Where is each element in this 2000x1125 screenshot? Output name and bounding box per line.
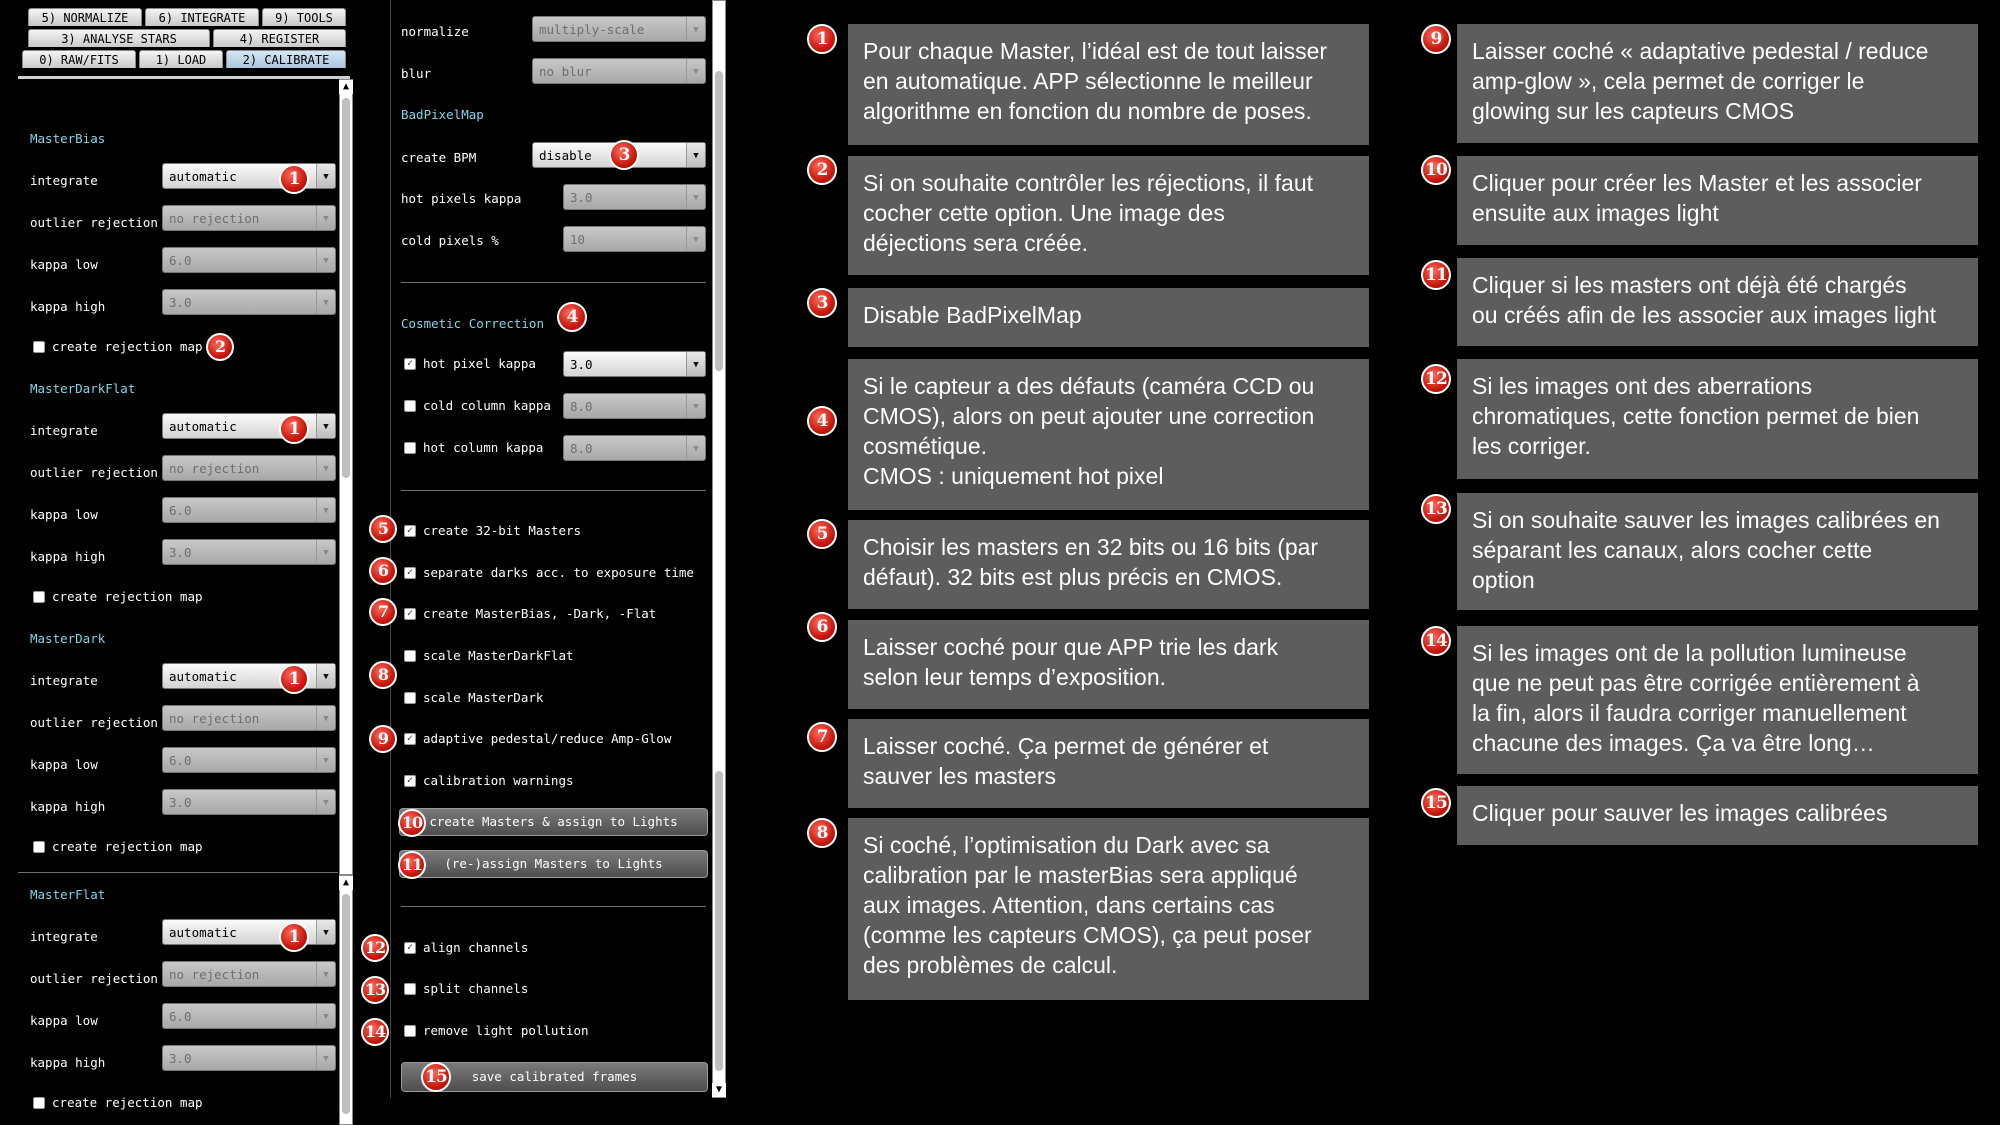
- masterbias-kappa-high-label: kappa high: [30, 299, 106, 314]
- chevron-down-icon: ▼: [686, 394, 705, 418]
- note-badge-6: 6: [807, 612, 837, 642]
- tab-register[interactable]: 4) REGISTER: [213, 29, 346, 47]
- note-badge-4: 4: [807, 406, 837, 436]
- scale-masterdarkflat-checkbox[interactable]: [404, 650, 416, 662]
- badge-7: 7: [369, 598, 397, 626]
- masterdarkflat-outlier-label: outlier rejection: [30, 465, 158, 480]
- align-channels-label: align channels: [423, 940, 529, 955]
- scale-masterdark-label: scale MasterDark: [423, 690, 544, 705]
- scale-masterdarkflat-label: scale MasterDarkFlat: [423, 648, 574, 663]
- hot-pixel-kappa-checkbox[interactable]: ✓: [404, 358, 416, 370]
- masterflat-kappa-low-label: kappa low: [30, 1013, 98, 1028]
- note-1: Pour chaque Master, l’idéal est de tout laisser en automatique. APP sélectionne le meilleur algorithme en fonction du nombre de poses.: [848, 24, 1369, 145]
- adaptive-pedestal-label: adaptive pedestal/reduce Amp-Glow: [423, 731, 672, 746]
- chevron-down-icon: ▼: [686, 143, 705, 167]
- badge-1: 1: [279, 414, 309, 444]
- masterflat-integrate-select[interactable]: [162, 919, 336, 945]
- masterflat-kappa-high-select[interactable]: [162, 1045, 336, 1071]
- chevron-down-icon: ▼: [686, 59, 705, 83]
- tab-analyse-stars[interactable]: 3) ANALYSE STARS: [28, 29, 210, 47]
- reassign-masters-button[interactable]: (re-)assign Masters to Lights: [399, 850, 708, 878]
- scrollbar-thumb[interactable]: [715, 71, 723, 371]
- scroll-down-icon[interactable]: ▼: [712, 1083, 726, 1097]
- blur-label: blur: [401, 66, 432, 81]
- masterdarkflat-kappa-high-select[interactable]: [162, 539, 336, 565]
- badpixelmap-title: BadPixelMap: [401, 107, 484, 122]
- normalize-label: normalize: [401, 24, 469, 39]
- create-bpm-value: disable: [539, 148, 592, 163]
- masterdarkflat-integrate-label: integrate: [30, 423, 98, 438]
- scroll-up-icon[interactable]: ▲: [339, 876, 353, 890]
- divider: [18, 872, 338, 873]
- create-masters-label: create MasterBias, -Dark, -Flat: [423, 606, 657, 621]
- note-badge-14: 14: [1421, 626, 1451, 656]
- badge-15: 15: [421, 1062, 451, 1092]
- blur-select[interactable]: [532, 58, 706, 84]
- masterdark-integrate-select[interactable]: [162, 663, 336, 689]
- calibration-warnings-label: calibration warnings: [423, 773, 574, 788]
- masterdark-outlier-select[interactable]: [162, 705, 336, 731]
- divider: [401, 906, 706, 907]
- masterflat-integrate-label: integrate: [30, 929, 98, 944]
- remove-light-pollution-checkbox[interactable]: [404, 1025, 416, 1037]
- tab-raw-fits[interactable]: 0) RAW/FITS: [22, 50, 136, 68]
- hot-pixel-kappa-select[interactable]: [563, 351, 706, 377]
- badge-2: 2: [206, 333, 234, 361]
- create-bpm-label: create BPM: [401, 150, 477, 165]
- scroll-up-icon[interactable]: ▲: [339, 80, 353, 94]
- masterbias-kappa-high-value: 3.0: [169, 295, 192, 310]
- hot-column-kappa-label: hot column kappa: [423, 440, 544, 455]
- masterflat-integrate-value: automatic: [169, 925, 237, 940]
- hot-pixels-kappa-select[interactable]: [563, 184, 706, 210]
- tab-normalize[interactable]: 5) NORMALIZE: [28, 8, 142, 26]
- chevron-down-icon: ▼: [316, 206, 335, 230]
- masterdarkflat-kappa-low-select[interactable]: [162, 497, 336, 523]
- chevron-down-icon: ▼: [316, 1004, 335, 1028]
- masterdark-kappa-high-select[interactable]: [162, 789, 336, 815]
- blur-value: no blur: [539, 64, 592, 79]
- tab-load[interactable]: 1) LOAD: [139, 50, 223, 68]
- badge-1: 1: [279, 164, 309, 194]
- masterflat-outlier-label: outlier rejection: [30, 971, 158, 986]
- divider: [401, 282, 706, 283]
- note-badge-1: 1: [807, 24, 837, 54]
- masterflat-kappa-high-label: kappa high: [30, 1055, 106, 1070]
- left-panel: [18, 79, 338, 1125]
- left-scrollbar-top[interactable]: [339, 79, 353, 875]
- masterdarkflat-kappa-high-value: 3.0: [169, 545, 192, 560]
- masterbias-integrate-label: integrate: [30, 173, 98, 188]
- separate-darks-label: separate darks acc. to exposure time: [423, 565, 694, 580]
- masterflat-kappa-high-value: 3.0: [169, 1051, 192, 1066]
- masterbias-kappa-high-select[interactable]: [162, 289, 336, 315]
- cold-column-kappa-label: cold column kappa: [423, 398, 551, 413]
- badge-3: 3: [609, 140, 639, 170]
- chevron-down-icon: ▼: [686, 352, 705, 376]
- masterdarkflat-rejection-map-checkbox[interactable]: [33, 591, 45, 603]
- note-7: Laisser coché. Ça permet de générer et sauver les masters: [848, 719, 1369, 808]
- masterbias-kappa-low-value: 6.0: [169, 253, 192, 268]
- note-badge-9: 9: [1421, 24, 1451, 54]
- hot-column-kappa-value: 8.0: [570, 441, 593, 456]
- note-2: Si on souhaite contrôler les réjections, il faut cocher cette option. Une image des déjections sera créée.: [848, 156, 1369, 275]
- scrollbar-thumb[interactable]: [342, 98, 350, 478]
- chevron-down-icon: ▼: [316, 962, 335, 986]
- hot-pixels-kappa-label: hot pixels kappa: [401, 191, 522, 206]
- masterbias-kappa-low-label: kappa low: [30, 257, 98, 272]
- masterdarkflat-outlier-select[interactable]: [162, 455, 336, 481]
- masterflat-rejection-map-checkbox[interactable]: [33, 1097, 45, 1109]
- masterbias-outlier-value: no rejection: [169, 211, 260, 226]
- chevron-down-icon: ▼: [316, 456, 335, 480]
- scrollbar-thumb[interactable]: [342, 894, 350, 1114]
- note-badge-5: 5: [807, 519, 837, 549]
- badge-14: 14: [361, 1018, 389, 1046]
- badge-1: 1: [279, 922, 309, 952]
- save-calibrated-frames-button[interactable]: save calibrated frames: [401, 1062, 708, 1092]
- badge-5: 5: [369, 515, 397, 543]
- masterbias-outlier-select[interactable]: [162, 205, 336, 231]
- divider: [401, 490, 706, 491]
- chevron-down-icon: ▼: [686, 17, 705, 41]
- chevron-down-icon: ▼: [316, 164, 335, 188]
- masterbias-integrate-select[interactable]: [162, 163, 336, 189]
- masterdark-kappa-high-value: 3.0: [169, 795, 192, 810]
- masterdarkflat-kappa-low-value: 6.0: [169, 503, 192, 518]
- adaptive-pedestal-checkbox[interactable]: ✓: [404, 733, 416, 745]
- cold-column-kappa-checkbox[interactable]: [404, 400, 416, 412]
- note-badge-8: 8: [807, 818, 837, 848]
- left-scrollbar-bottom[interactable]: [339, 875, 353, 1125]
- tab-calibrate[interactable]: 2) CALIBRATE: [226, 50, 346, 68]
- badge-12: 12: [361, 934, 389, 962]
- masterdark-kappa-high-label: kappa high: [30, 799, 106, 814]
- split-channels-checkbox[interactable]: [404, 983, 416, 995]
- separate-darks-checkbox[interactable]: ✓: [404, 567, 416, 579]
- hot-pixel-kappa-value: 3.0: [570, 357, 593, 372]
- note-badge-12: 12: [1421, 364, 1451, 394]
- normalize-select[interactable]: [532, 16, 706, 42]
- masterflat-rejection-map-label: create rejection map: [52, 1095, 203, 1110]
- masterflat-kappa-low-select[interactable]: [162, 1003, 336, 1029]
- note-8: Si coché, l’optimisation du Dark avec sa calibration par le masterBias sera appliqué aux images. Attention, dans certains cas (comme les capteurs CMOS), ça peut poser des problèmes de calcul.: [848, 818, 1369, 1000]
- chevron-down-icon: ▼: [316, 664, 335, 688]
- badge-9: 9: [369, 725, 397, 753]
- hot-column-kappa-checkbox[interactable]: [404, 442, 416, 454]
- masterdark-rejection-map-checkbox[interactable]: [33, 841, 45, 853]
- cold-pixels-value: 10: [570, 232, 586, 247]
- chevron-down-icon: ▼: [686, 185, 705, 209]
- tab-tools[interactable]: 9) TOOLS: [262, 8, 346, 26]
- note-15: Cliquer pour sauver les images calibrées: [1457, 786, 1978, 845]
- masterbias-integrate-value: automatic: [169, 169, 237, 184]
- note-badge-10: 10: [1421, 155, 1451, 185]
- chevron-down-icon: ▼: [686, 436, 705, 460]
- hot-column-kappa-select[interactable]: [563, 435, 706, 461]
- masterbias-rejection-map-label: create rejection map: [52, 339, 203, 354]
- masterbias-kappa-low-select[interactable]: [162, 247, 336, 273]
- masterdarkflat-outlier-value: no rejection: [169, 461, 260, 476]
- masterflat-kappa-low-value: 6.0: [169, 1009, 192, 1024]
- remove-light-pollution-label: remove light pollution: [423, 1023, 589, 1038]
- masterdarkflat-rejection-map-label: create rejection map: [52, 589, 203, 604]
- create-masters-checkbox[interactable]: ✓: [404, 608, 416, 620]
- masterdark-integrate-label: integrate: [30, 673, 98, 688]
- badge-13: 13: [361, 976, 389, 1004]
- note-12: Si les images ont des aberrations chromatiques, cette fonction permet de bien les corriger.: [1457, 359, 1978, 479]
- badge-6: 6: [369, 557, 397, 585]
- masterdark-rejection-map-label: create rejection map: [52, 839, 203, 854]
- create-32bit-label: create 32-bit Masters: [423, 523, 582, 538]
- masterdarkflat-kappa-high-label: kappa high: [30, 549, 106, 564]
- masterbias-title: MasterBias: [30, 131, 106, 146]
- chevron-down-icon: ▼: [316, 1046, 335, 1070]
- chevron-down-icon: ▼: [316, 414, 335, 438]
- masterdark-kappa-low-label: kappa low: [30, 757, 98, 772]
- masterdark-outlier-value: no rejection: [169, 711, 260, 726]
- masterdarkflat-title: MasterDarkFlat: [30, 381, 136, 396]
- hot-pixels-kappa-value: 3.0: [570, 190, 593, 205]
- cold-pixels-label: cold pixels %: [401, 233, 499, 248]
- masterdark-kappa-low-select[interactable]: [162, 747, 336, 773]
- masterdarkflat-integrate-value: automatic: [169, 419, 237, 434]
- masterflat-outlier-value: no rejection: [169, 967, 260, 982]
- chevron-down-icon: ▼: [316, 290, 335, 314]
- chevron-down-icon: ▼: [316, 248, 335, 272]
- chevron-down-icon: ▼: [316, 498, 335, 522]
- masterdark-title: MasterDark: [30, 631, 106, 646]
- create-32bit-checkbox[interactable]: ✓: [404, 525, 416, 537]
- create-masters-assign-button[interactable]: create Masters & assign to Lights: [399, 808, 708, 836]
- masterflat-title: MasterFlat: [30, 887, 106, 902]
- masterbias-outlier-label: outlier rejection: [30, 215, 158, 230]
- chevron-down-icon: ▼: [686, 227, 705, 251]
- masterdark-outlier-label: outlier rejection: [30, 715, 158, 730]
- badge-4: 4: [557, 302, 587, 332]
- note-badge-7: 7: [807, 722, 837, 752]
- chevron-down-icon: ▼: [316, 706, 335, 730]
- note-badge-2: 2: [807, 155, 837, 185]
- note-10: Cliquer pour créer les Master et les associer ensuite aux images light: [1457, 156, 1978, 245]
- masterflat-outlier-select[interactable]: [162, 961, 336, 987]
- align-channels-checkbox[interactable]: ✓: [404, 942, 416, 954]
- note-4: Si le capteur a des défauts (caméra CCD ou CMOS), alors on peut ajouter une correction cosmétique. CMOS : uniquement hot pixel: [848, 359, 1369, 510]
- masterdarkflat-integrate-select[interactable]: [162, 413, 336, 439]
- cold-column-kappa-select[interactable]: [563, 393, 706, 419]
- cold-column-kappa-value: 8.0: [570, 399, 593, 414]
- normalize-value: multiply-scale: [539, 22, 645, 37]
- masterbias-rejection-map-checkbox[interactable]: [33, 341, 45, 353]
- note-13: Si on souhaite sauver les images calibrées en séparant les canaux, alors cocher cette option: [1457, 493, 1978, 610]
- note-badge-3: 3: [807, 288, 837, 318]
- chevron-down-icon: ▼: [316, 790, 335, 814]
- tab-integrate[interactable]: 6) INTEGRATE: [145, 8, 259, 26]
- masterdark-integrate-value: automatic: [169, 669, 237, 684]
- badge-10: 10: [398, 809, 426, 837]
- middle-scrollbar[interactable]: [712, 0, 726, 1098]
- masterdark-kappa-low-value: 6.0: [169, 753, 192, 768]
- note-badge-15: 15: [1421, 788, 1451, 818]
- cold-pixels-select[interactable]: [563, 226, 706, 252]
- masterdarkflat-kappa-low-label: kappa low: [30, 507, 98, 522]
- badge-8: 8: [369, 661, 397, 689]
- note-3: Disable BadPixelMap: [848, 288, 1369, 347]
- chevron-down-icon: ▼: [316, 540, 335, 564]
- chevron-down-icon: ▼: [316, 920, 335, 944]
- badge-1: 1: [279, 664, 309, 694]
- middle-panel: [391, 0, 711, 1098]
- note-6: Laisser coché pour que APP trie les dark selon leur temps d’exposition.: [848, 620, 1369, 709]
- note-badge-13: 13: [1421, 494, 1451, 524]
- hot-pixel-kappa-label: hot pixel kappa: [423, 356, 536, 371]
- scale-masterdark-checkbox[interactable]: [404, 692, 416, 704]
- note-9: Laisser coché « adaptative pedestal / reduce amp-glow », cela permet de corriger le glowing sur les capteurs CMOS: [1457, 24, 1978, 143]
- cosmetic-correction-title: Cosmetic Correction: [401, 316, 544, 331]
- note-14: Si les images ont de la pollution lumineuse que ne peut pas être corrigée entièrement à la fin, alors il faudra corriger manuellement chacune des images. Ça va être long…: [1457, 626, 1978, 774]
- split-channels-label: split channels: [423, 981, 529, 996]
- chevron-down-icon: ▼: [316, 748, 335, 772]
- note-badge-11: 11: [1421, 260, 1451, 290]
- scrollbar-thumb[interactable]: [715, 771, 723, 1071]
- note-11: Cliquer si les masters ont déjà été chargés ou créés afin de les associer aux images light: [1457, 258, 1978, 346]
- calibration-warnings-checkbox[interactable]: ✓: [404, 775, 416, 787]
- badge-11: 11: [398, 851, 426, 879]
- note-5: Choisir les masters en 32 bits ou 16 bits (par défaut). 32 bits est plus précis en CMOS.: [848, 520, 1369, 609]
